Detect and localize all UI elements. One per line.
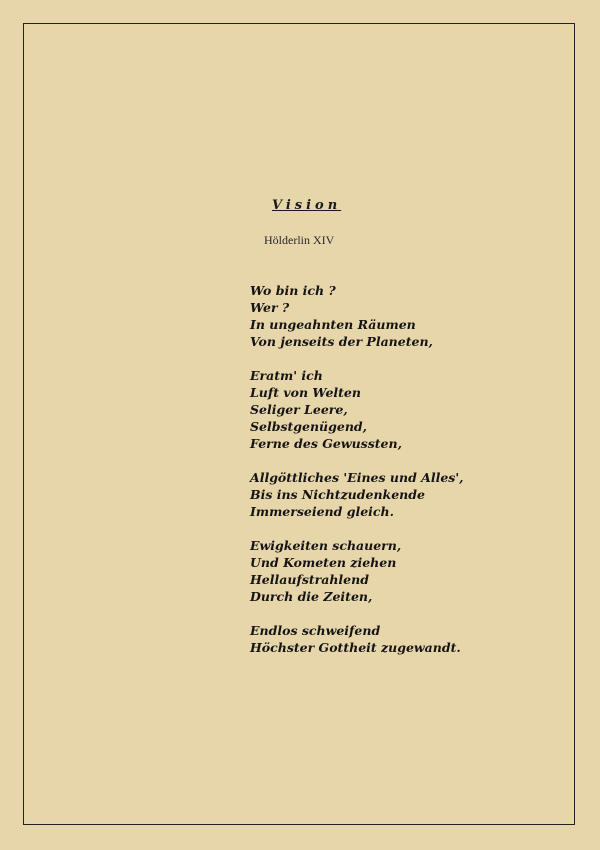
poem-line: Ewigkeiten schauern, — [250, 538, 402, 553]
poem-author: Hölderlin XIV — [264, 233, 335, 247]
poem-line: Von jenseits der Planeten, — [250, 334, 433, 349]
stanza-4 — [250, 537, 570, 605]
stanza-2 — [250, 367, 570, 452]
poem-line: Ferne des Gewussten, — [250, 436, 402, 451]
poem-line: Eratm' ich — [250, 368, 323, 383]
poem-line: Höchster Gottheit zugewandt. — [250, 640, 461, 655]
poem-line: Bis ins Nichtzudenkende — [250, 487, 425, 502]
poem-body — [250, 282, 570, 673]
stanza-3 — [250, 469, 570, 520]
stanza-5 — [250, 622, 570, 656]
poem-line: Seliger Leere, — [250, 402, 348, 417]
poem-line: Allgöttliches 'Eines und Alles', — [250, 470, 464, 485]
poem-line: In ungeahnten Räumen — [250, 317, 416, 332]
poem-line: Immerseiend gleich. — [250, 504, 394, 519]
poem-title: Vision — [272, 198, 342, 213]
poem-line: Wer ? — [250, 300, 290, 315]
poem-line: Wo bin ich ? — [250, 283, 336, 298]
poem-line: Endlos schweifend — [250, 623, 381, 638]
poem-line: Luft von Welten — [250, 385, 361, 400]
stanza-1 — [250, 282, 570, 350]
poem-line: Durch die Zeiten, — [250, 589, 373, 604]
poem-line: Und Kometen ziehen — [250, 555, 397, 570]
poem-line: Hellaufstrahlend — [250, 572, 369, 587]
poem-line: Selbstgenügend, — [250, 419, 368, 434]
